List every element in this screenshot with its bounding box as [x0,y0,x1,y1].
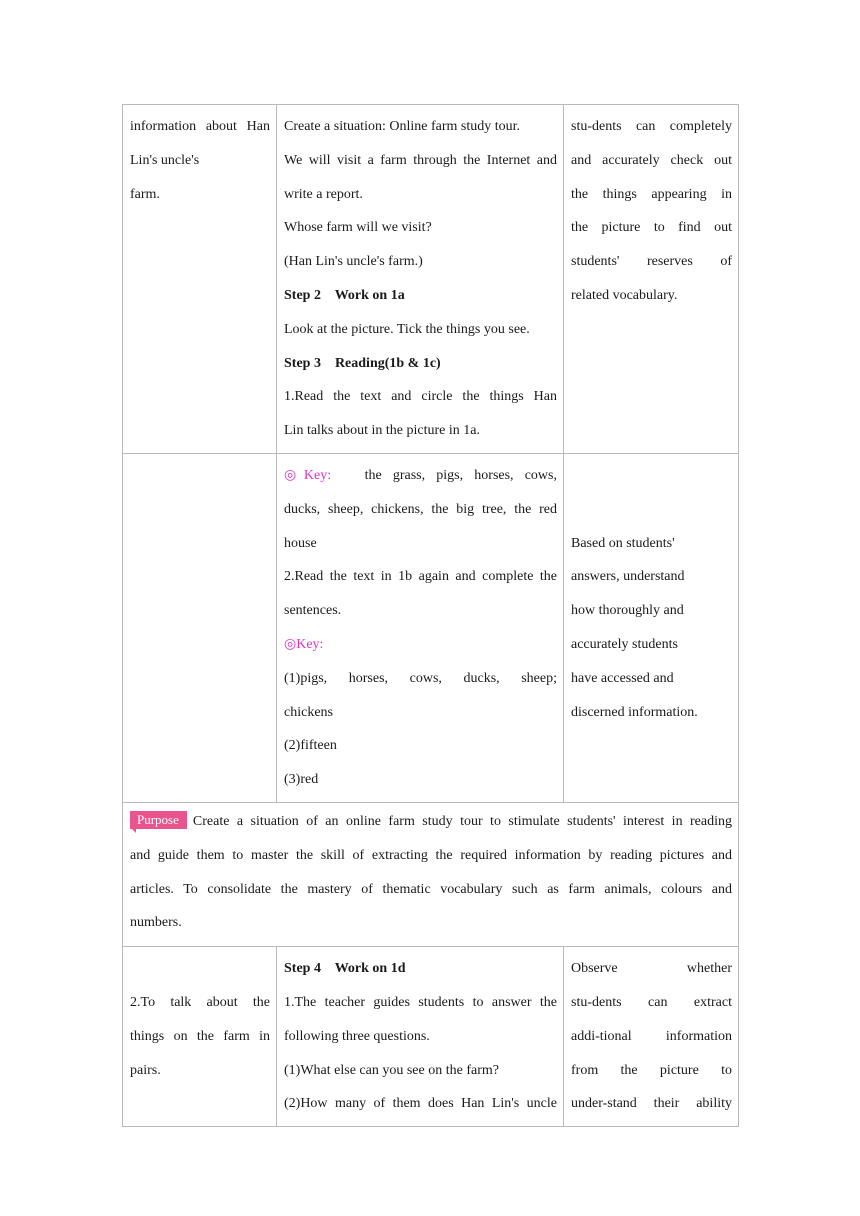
cell-text-line: (1)What else can you see on the farm? [284,1062,499,1078]
key-text: the grass, pigs, horses, cows, [331,467,557,483]
cell-text-line: and accurately check out [571,152,732,168]
cell-text-line: information about Han [130,119,270,134]
cell-text-line: (Han Lin's uncle's farm.) [284,254,423,270]
cell-text-line: the picture to find out [571,220,732,236]
table-row-1 [123,105,739,454]
cell-text-line: sentences. [284,603,342,619]
table-row-2 [123,453,739,802]
cell-text-line: 1.Read the text and circle the things Han [284,389,557,405]
assessment-cell-2 [564,453,739,802]
purpose-text: Create a situation of an online farm study tour to stimulate students' interest in reading [192,813,732,829]
objective-cell-2 [123,453,277,802]
cell-text-line: answers, understand [571,569,685,585]
key-label: ◎Key: [284,467,332,483]
cell-text-line: write a report. [284,186,363,202]
cell-text-line: Lin talks about in the picture in 1a. [284,423,480,439]
cell-text-line: stu-dents can extract [571,994,732,1010]
cell-text-line: 2.Read the text in 1b again and complete the [284,569,557,585]
purpose-line: and guide them to master the skill of extracting the required information by reading pictures and [130,847,732,863]
cell-text-line: stu-dents can completely [571,119,732,134]
cell-text-line: under-stand their ability [571,1096,732,1112]
purpose-row [123,802,739,946]
cell-text-line: how thoroughly and [571,603,684,619]
activity-cell-3 [277,947,564,1127]
cell-text-line: Based on students' [571,535,675,551]
cell-text-line: have accessed and [571,670,674,686]
lesson-plan-table [122,104,739,1127]
cell-text-line: accurately students [571,636,678,652]
answer-line: (1)pigs, horses, cows, ducks, sheep; [284,670,557,686]
assessment-cell-3 [564,947,739,1127]
purpose-line: numbers. [130,915,182,931]
assessment-cell-1 [564,105,739,454]
answer-line: (3)red [284,772,319,788]
cell-text-line: things on the farm in [130,1028,270,1044]
cell-text-line: Lin's uncle's [130,152,200,168]
cell-text-line: related vocabulary. [571,287,678,303]
table-row-3 [123,947,739,1127]
purpose-tag: Purpose [130,811,187,829]
objective-cell-3 [123,947,277,1127]
purpose-line [130,805,732,839]
answer-line: chickens [284,704,333,720]
objective-cell-1 [123,105,277,454]
cell-text-line: house [284,535,317,551]
cell-text-line: 1.The teacher guides students to answer the [284,994,557,1010]
key-line [284,459,557,493]
cell-text-line: Create a situation: Online farm study tour. [284,119,521,134]
step-heading: Step 3 Reading(1b & 1c) [284,355,441,371]
step-heading: Step 4 Work on 1d [284,961,406,977]
cell-text-line: ducks, sheep, chickens, the big tree, the red [284,501,557,517]
cell-text-line: the things appearing in [571,186,732,202]
activity-cell-1 [277,105,564,454]
cell-text-line: students' reserves of [571,254,732,270]
step-heading: Step 2 Work on 1a [284,287,405,303]
cell-text-line: pairs. [130,1062,161,1078]
cell-text-line: (2)How many of them does Han Lin's uncle [284,1096,557,1112]
cell-text-line: We will visit a farm through the Internet and [284,152,557,168]
activity-cell-2 [277,453,564,802]
cell-text-line: Observe whether [571,961,732,977]
purpose-cell [123,802,739,946]
cell-text-line: farm. [130,186,160,202]
cell-text-line: discerned information. [571,704,698,720]
cell-text-line: from the picture to [571,1062,732,1078]
cell-text-line: Look at the picture. Tick the things you see. [284,321,530,337]
cell-text-line: 2.To talk about the [130,995,270,1011]
purpose-line: articles. To consolidate the mastery of thematic vocabulary such as farm animals, colours and [130,881,732,897]
cell-text-line: addi-tional information [571,1028,732,1044]
answer-line: (2)fifteen [284,738,337,754]
cell-text-line: Whose farm will we visit? [284,220,432,236]
key-label: ◎Key: [284,636,324,652]
cell-text-line: following three questions. [284,1028,430,1044]
